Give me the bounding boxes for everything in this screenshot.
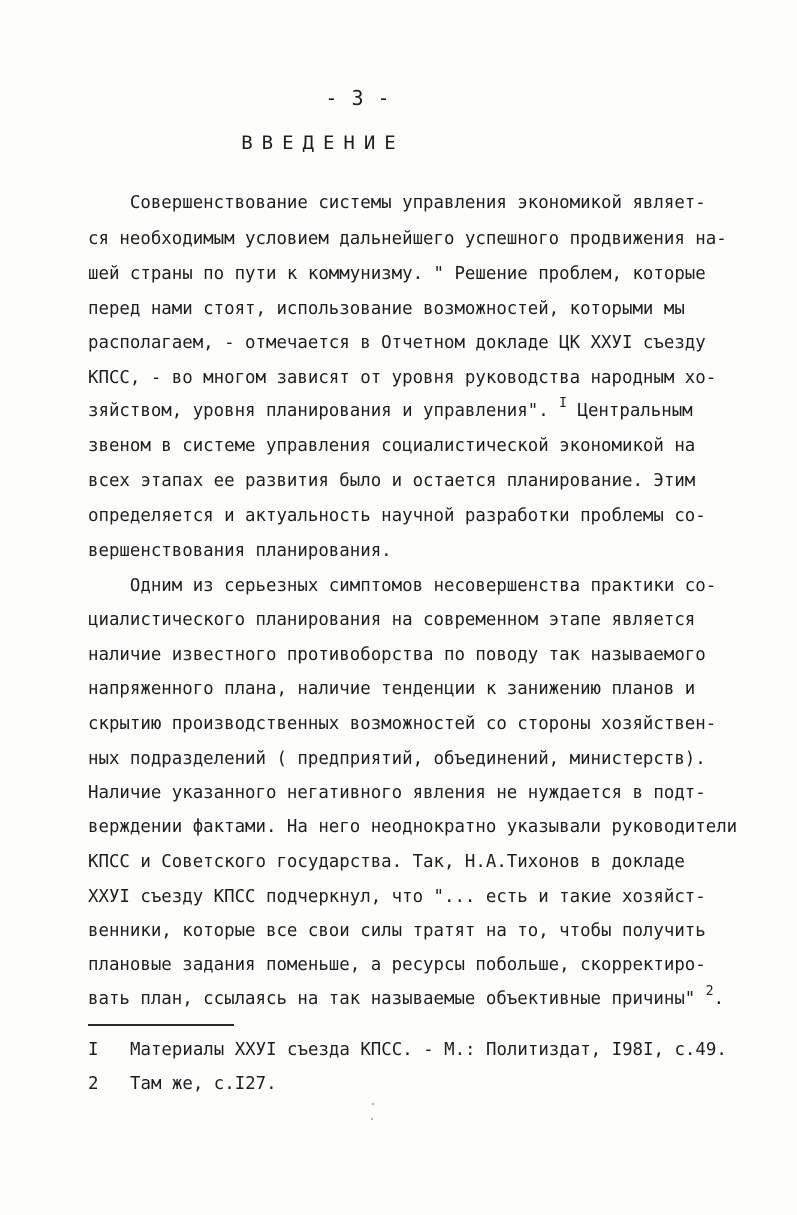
paragraph2-line-13-text: вать план, ссылаясь на так называемые объективные причины" xyxy=(88,989,696,1009)
paragraph1-line-3: шей страны по пути к коммунизму. " Решение проблем, которые xyxy=(88,264,706,284)
scan-speck xyxy=(371,1118,373,1120)
footnote-1-text: Материалы ХХУI съезда КПСС. - М.: Политиздат, I98I, с.49. xyxy=(130,1040,727,1060)
paragraph1-line-11: вершенствования планирования. xyxy=(88,541,392,561)
paragraph2-line-13 xyxy=(88,984,725,1012)
scan-speck xyxy=(372,1103,374,1105)
paragraph2-line-9: КПСС и Советского государства. Так, Н.А.Тихонов в докладе xyxy=(88,852,685,872)
footnote-2 xyxy=(88,1074,277,1094)
paragraph1-line-7-tail: Центральным xyxy=(577,401,693,421)
paragraph2-line-6: ных подразделений ( предприятий, объединений, министерств). xyxy=(88,749,706,769)
paragraph1-line-4: перед нами стоят, использование возможностей, которыми мы xyxy=(88,299,685,319)
paragraph2-line-4: напряженного плана, наличие тенденции к занижению планов и xyxy=(88,679,696,699)
paragraph1-line-8: звеном в системе управления социалистической экономикой на xyxy=(88,436,696,456)
footnote-1-marker: I xyxy=(88,1040,99,1060)
paragraph2-line-10: ХХУI съезду КПСС подчеркнул, что "... есть и такие хозяйст- xyxy=(88,887,706,907)
paragraph2-line-2: циалистического планирования на современном этапе является xyxy=(88,610,696,630)
footnote-ref-2: 2 xyxy=(705,984,714,999)
paragraph1-line-9: всех этапах ее развития было и остается планирование. Этим xyxy=(88,471,696,491)
paragraph1-line-10: определяется и актуальность научной разработки проблемы со- xyxy=(88,506,706,526)
paragraph2-line-5: скрытию производственных возможностей со стороны хозяйствен- xyxy=(88,714,717,734)
section-heading: ВВЕДЕНИЕ xyxy=(241,132,405,154)
footnote-1 xyxy=(88,1040,727,1060)
footnote-2-marker: 2 xyxy=(88,1074,99,1094)
paragraph1-line-5: располагаем, - отмечается в Отчетном докладе ЦК ХХУI съезду xyxy=(88,333,706,353)
paragraph2-line-12: плановые задания поменьше, а ресурсы побольше, скорректиро- xyxy=(88,955,706,975)
paragraph1-line-1: Совершенствование системы управления экономикой являет- xyxy=(88,193,706,213)
footnote-2-text: Там же, с.I27. xyxy=(130,1074,277,1094)
paragraph2-line-8: верждении фактами. На него неоднократно указывали руководители xyxy=(88,817,738,837)
footnote-separator xyxy=(88,1024,234,1026)
paragraph1-line-2: ся необходимым условием дальнейшего успешного продвижения на- xyxy=(88,229,727,249)
paragraph2-line-11: венники, которые все свои силы тратят на то, чтобы получить xyxy=(88,921,706,941)
page-number: - 3 - xyxy=(325,86,391,110)
paragraph2-end-mark: . xyxy=(713,989,725,1009)
paragraph1-line-7-text: зяйством, уровня планирования и управления". xyxy=(88,401,549,421)
paragraph1-line-7 xyxy=(88,396,693,424)
paragraph2-line-3: наличие известного противоборства по поводу так называемого xyxy=(88,645,706,665)
footnote-ref-1: I xyxy=(559,396,567,411)
paragraph1-line-6: КПСС, - во многом зависят от уровня руководства народным хо- xyxy=(88,368,717,388)
paragraph2-line-1: Одним из серьезных симптомов несовершенства практики со- xyxy=(88,576,717,596)
paragraph2-line-7: Наличие указанного негативного явления не нуждается в подт- xyxy=(88,783,706,803)
